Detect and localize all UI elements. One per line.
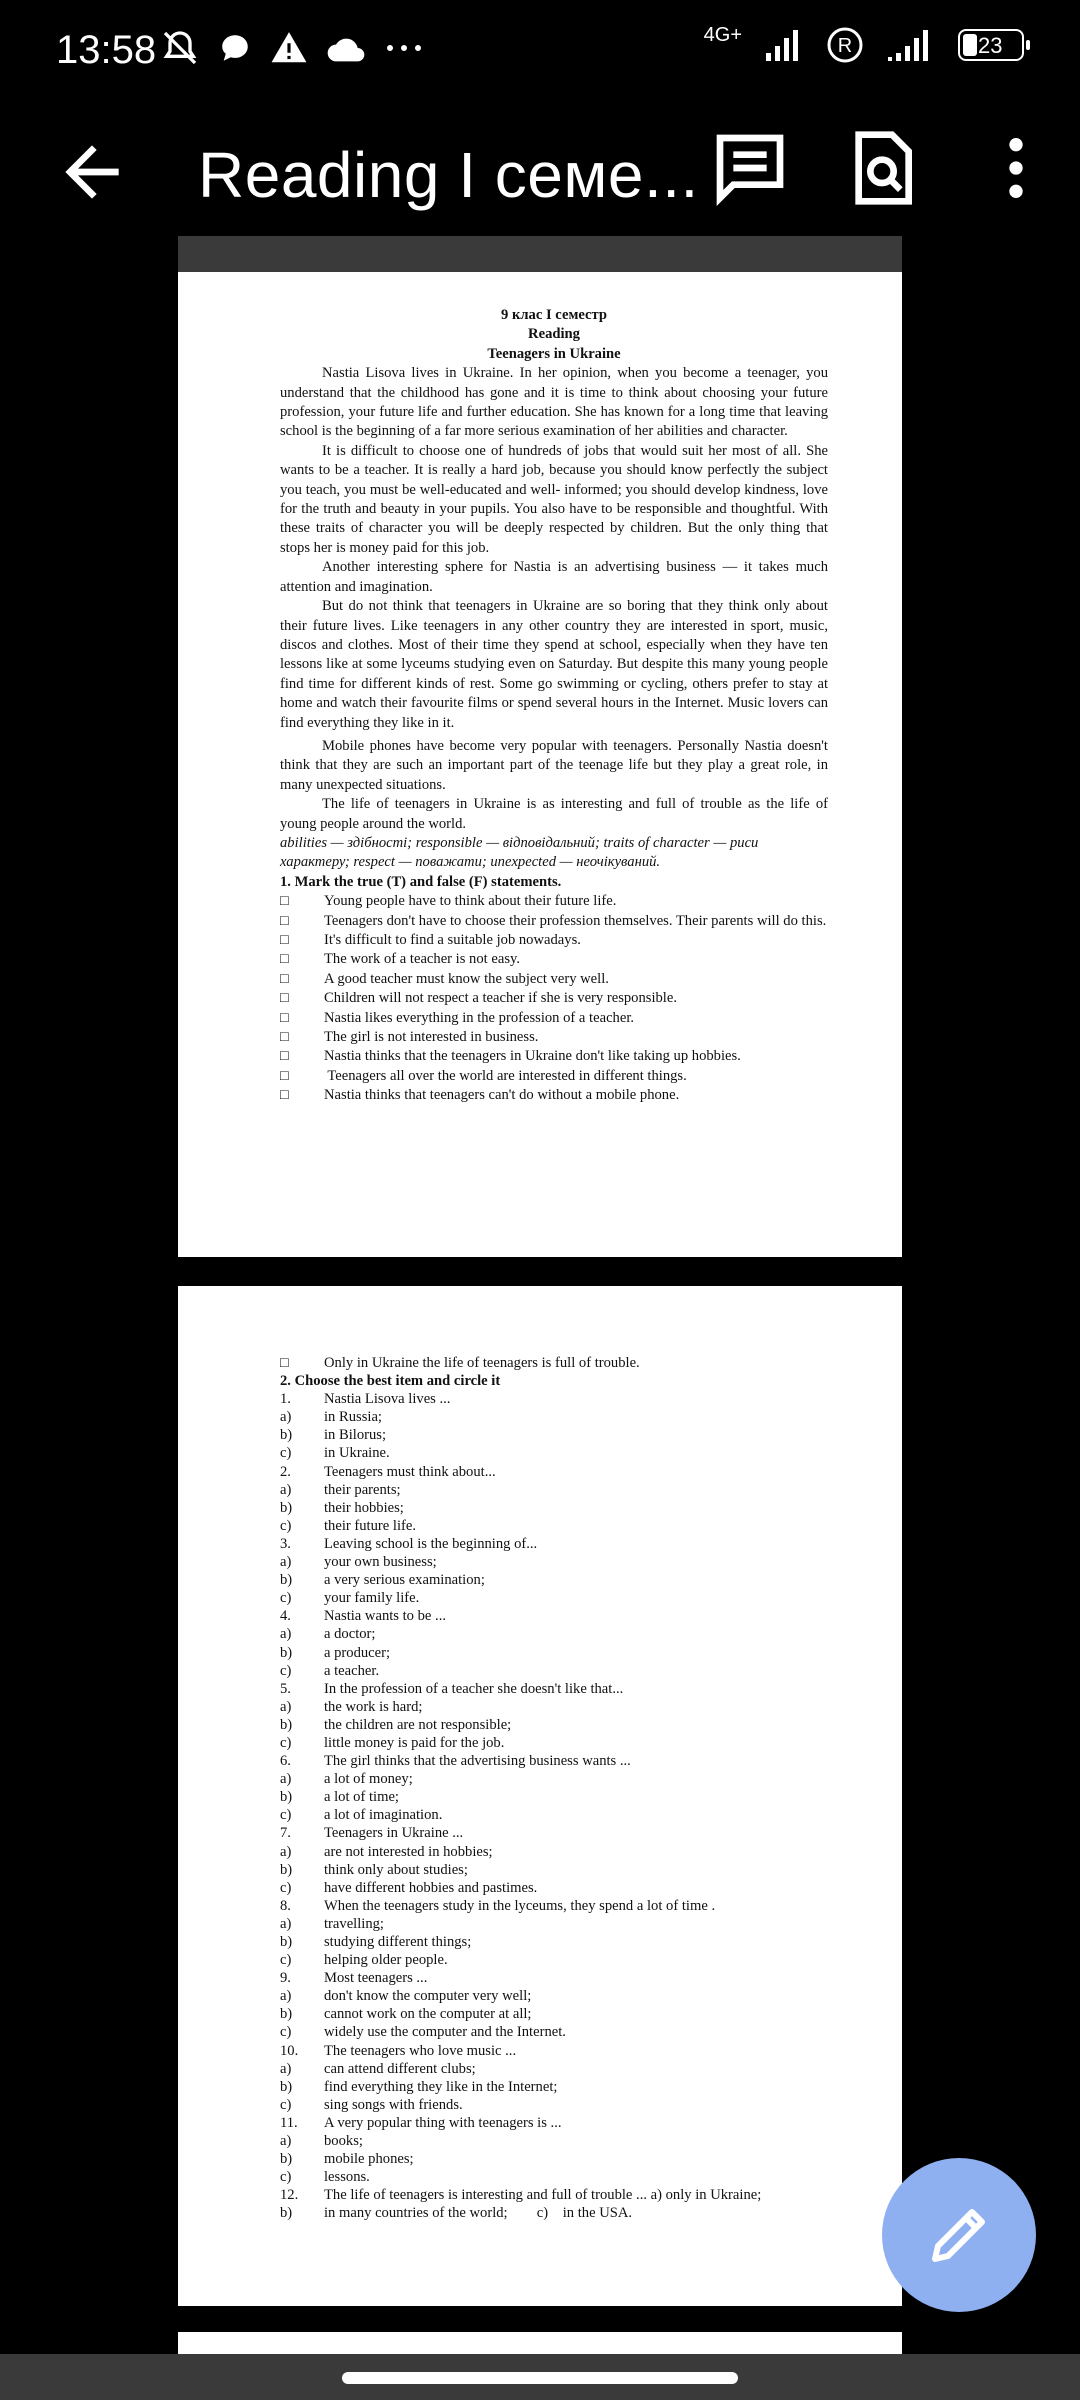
- statement-item: □ Children will not respect a teacher if she is very responsible.: [280, 989, 828, 1008]
- page-2-content: [280, 1354, 828, 2223]
- choice-line: [280, 1788, 828, 1806]
- home-gesture-handle[interactable]: [342, 2372, 738, 2384]
- status-bar: [0, 0, 1080, 100]
- choice-line: [280, 1463, 828, 1481]
- choice-line: [280, 1499, 828, 1517]
- choice-line: [280, 1571, 828, 1589]
- choice-text: in Russia;: [324, 1409, 382, 1426]
- choice-marker: 3.: [280, 1535, 291, 1552]
- choice-marker: 7.: [280, 1825, 291, 1842]
- choice-marker: c): [280, 1879, 292, 1896]
- choice-line: [280, 1535, 828, 1553]
- notification-icons: [160, 28, 424, 68]
- statement-item: □ It's difficult to find a suitable job nowadays.: [280, 931, 828, 950]
- back-arrow-icon[interactable]: [52, 132, 132, 212]
- choice-line: [280, 1481, 828, 1499]
- choice-text: Nastia Lisova lives ...: [324, 1391, 451, 1408]
- battery-icon: [958, 29, 1024, 61]
- page-top-strip: [178, 236, 902, 272]
- choice-line: [280, 1553, 828, 1571]
- choice-marker: a): [280, 1698, 292, 1715]
- choice-text: in Ukraine.: [324, 1445, 390, 1462]
- choice-text: can attend different clubs;: [324, 2060, 476, 2077]
- choice-marker: b): [280, 1572, 293, 1589]
- choice-line: [280, 1915, 828, 1933]
- choice-text: don't know the computer very well;: [324, 1988, 532, 2005]
- checkbox-icon[interactable]: □: [280, 1087, 289, 1104]
- heading-reading: Reading: [528, 326, 580, 343]
- chat-bubble-icon: [218, 31, 252, 65]
- choice-line: [280, 1680, 828, 1698]
- choice-line: [280, 1426, 828, 1444]
- choice-marker: a): [280, 2133, 292, 2150]
- app-toolbar: [0, 100, 1080, 250]
- choice-marker: c): [280, 1952, 292, 1969]
- choice-marker: a): [280, 1988, 292, 2005]
- choice-line: [280, 2096, 828, 2114]
- choice-marker: 2.: [280, 1463, 291, 1480]
- choice-line: [280, 1933, 828, 1951]
- checkbox-icon[interactable]: □: [280, 1029, 289, 1046]
- choice-marker: c): [280, 2096, 292, 2113]
- choice-line: [280, 1444, 828, 1462]
- choice-marker: b): [280, 2078, 293, 2095]
- choice-line: [280, 2204, 828, 2222]
- choice-text: a very serious examination;: [324, 1572, 485, 1589]
- choice-marker: a): [280, 1409, 292, 1426]
- choice-text: a producer;: [324, 1644, 391, 1661]
- choice-text: studying different things;: [324, 1934, 472, 1950]
- choice-text: the work is hard;: [324, 1698, 423, 1715]
- network-type-label: 4G+: [703, 23, 742, 46]
- choice-line: [280, 2078, 828, 2096]
- choice-text: their hobbies;: [324, 1499, 404, 1516]
- statement-item: □ A good teacher must know the subject very well.: [280, 970, 828, 989]
- document-page-1: [178, 272, 902, 1257]
- signal-2-icon: [886, 27, 936, 63]
- choice-line: [280, 1734, 828, 1752]
- choice-text: In the profession of a teacher she doesn't like that...: [324, 1680, 624, 1697]
- choice-marker: 10.: [280, 2042, 299, 2059]
- choice-text: helping older people.: [324, 1952, 448, 1969]
- heading-title: Teenagers in Ukraine: [487, 345, 621, 362]
- more-notifications-icon: [384, 38, 424, 58]
- choice-marker: b): [280, 1861, 293, 1878]
- choice-marker: c): [280, 2169, 292, 2186]
- choice-marker: c): [280, 1445, 292, 1462]
- paragraph: But do not think that teenagers in Ukraine are so boring that they think only about their future lives. Like teenagers in any other country they are interested in sport, music, discos and clothes. Most of their time they spend at school, especially when they have ten lessons like at some lyceums studying even on Saturday. But despite this many young people find time for different kinds of rest. Some go swimming or cycling, others prefer to stay at home and watch their favourite films or spend several hours in the Internet. Music lovers can find everything they like in it.: [280, 598, 828, 731]
- paragraph: Nastia Lisova lives in Ukraine. In her opinion, when you become a teenager, you understand that the childhood has gone and it is time to think about choosing your future profession, your future life and further education. She has known for a long time that leaving school is the beginning of a far more serious examination of her abilities and character.: [280, 365, 828, 440]
- checkbox-icon[interactable]: □: [280, 912, 289, 929]
- choice-text: your family life.: [324, 1590, 420, 1607]
- statement-item: □ The girl is not interested in business.: [280, 1028, 828, 1047]
- statement-item: □ Nastia thinks that the teenagers in Ukraine don't like taking up hobbies.: [280, 1047, 828, 1066]
- choice-text: your own business;: [324, 1554, 437, 1571]
- choice-line: [280, 1861, 828, 1879]
- choice-text: a lot of imagination.: [324, 1807, 443, 1824]
- choice-text: their future life.: [324, 1517, 416, 1534]
- find-in-document-icon[interactable]: [842, 128, 922, 208]
- choice-line: [280, 2042, 828, 2060]
- choice-line: [280, 1589, 828, 1607]
- choice-text: are not interested in hobbies;: [324, 1843, 493, 1860]
- document-title: Reading I семе...: [198, 139, 699, 211]
- choice-text: books;: [324, 2133, 363, 2150]
- checkbox-icon[interactable]: □: [280, 970, 289, 987]
- roaming-icon: [826, 26, 864, 64]
- choice-text: think only about studies;: [324, 1861, 468, 1878]
- choice-line: [280, 2114, 828, 2132]
- cloud-icon: [326, 31, 366, 65]
- choice-line: [280, 1969, 828, 1987]
- statement-item: □ Young people have to think about their future life.: [280, 892, 828, 911]
- system-icons: [703, 23, 1024, 64]
- choice-line: [280, 1698, 828, 1716]
- paragraph: It is difficult to choose one of hundreds of jobs that would suit her most of all. She wants to be a teacher. It is really a hard job, because you should know perfectly the subject you teach, you must be well-educated and well- informed; you should develop kindness, love for the truth and beauty in your pupils. You also have to be responsible and thoughtful. With these traits of character you will be deeply respected by children. But the only thing that stops her is money paid for this job.: [280, 442, 828, 556]
- choice-text: Nastia wants to be ...: [324, 1608, 446, 1625]
- choice-line: [280, 1824, 828, 1842]
- choice-marker: b): [280, 1789, 293, 1806]
- heading-grade: 9 клас I семестр: [501, 307, 607, 323]
- choice-line: [280, 1625, 828, 1643]
- choice-line: [280, 1987, 828, 2005]
- choice-text: have different hobbies and pastimes.: [324, 1879, 538, 1896]
- task-2-heading: 2. Choose the best item and circle it: [280, 1373, 501, 1390]
- choice-text: travelling;: [324, 1915, 384, 1932]
- checkbox-icon[interactable]: □: [280, 951, 289, 968]
- choice-marker: 6.: [280, 1753, 291, 1770]
- choice-marker: c): [280, 2024, 292, 2041]
- choice-line: [280, 2005, 828, 2023]
- choice-marker: b): [280, 1716, 293, 1733]
- choice-line: [280, 1770, 828, 1788]
- choice-line: [280, 1716, 828, 1734]
- document-page-2: [178, 1286, 902, 2306]
- choice-marker: 5.: [280, 1680, 291, 1697]
- choice-text: lessons.: [324, 2169, 370, 2186]
- choice-line: [280, 1390, 828, 1408]
- choice-text: Most teenagers ...: [324, 1970, 428, 1987]
- choice-marker: 1.: [280, 1391, 291, 1408]
- choice-marker: 8.: [280, 1897, 291, 1914]
- choice-text: widely use the computer and the Internet.: [324, 2024, 566, 2041]
- choice-marker: b): [280, 2205, 293, 2222]
- silent-bell-icon: [160, 28, 200, 68]
- signal-icon: [764, 27, 804, 63]
- choice-marker: b): [280, 1644, 293, 1661]
- choice-text: The life of teenagers is interesting and full of trouble ... a) only in Ukraine;: [324, 2187, 762, 2204]
- status-time: 13:58: [56, 28, 157, 72]
- choice-marker: 12.: [280, 2187, 299, 2204]
- choice-marker: c): [280, 1734, 292, 1751]
- choice-line: [280, 1897, 828, 1915]
- choice-marker: a): [280, 1915, 292, 1932]
- choice-marker: a): [280, 1481, 292, 1498]
- choice-line: [280, 1662, 828, 1680]
- paragraph: The life of teenagers in Ukraine is as interesting and full of trouble as the life of young people around the world.: [280, 796, 828, 832]
- choice-text: cannot work on the computer at all;: [324, 2006, 532, 2023]
- choice-line: [280, 2023, 828, 2041]
- choice-marker: c): [280, 1590, 292, 1607]
- battery-percent: 23: [978, 33, 1003, 58]
- choice-text: their parents;: [324, 1481, 401, 1498]
- page-1-content: [280, 306, 828, 1106]
- statement-item: □ Nastia likes everything in the profession of a teacher.: [280, 1009, 828, 1028]
- glossary: abilities — здібності; responsible — відповідальний; traits of character — риси характеру; respect — поважати; unexpected — неочікуваний.: [280, 834, 759, 871]
- choice-text: A very popular thing with teenagers is ...: [324, 2114, 562, 2131]
- choice-marker: c): [280, 1807, 292, 1824]
- choice-text: a lot of time;: [324, 1789, 399, 1806]
- choice-text: a lot of money;: [324, 1771, 413, 1788]
- paragraph: Another interesting sphere for Nastia is an advertising business — it takes much attention and imagination.: [280, 559, 828, 595]
- checkbox-icon[interactable]: □: [280, 932, 289, 948]
- choice-text: find everything they like in the Internet;: [324, 2078, 558, 2095]
- choice-text: sing songs with friends.: [324, 2096, 463, 2113]
- choice-marker: c): [280, 1662, 292, 1679]
- choice-line: [280, 2186, 828, 2204]
- statement-item: □ Only in Ukraine the life of teenagers is full of trouble.: [280, 1355, 640, 1371]
- choice-line: [280, 1843, 828, 1861]
- choice-text: The girl thinks that the advertising business wants ...: [324, 1753, 631, 1770]
- choice-line: [280, 2060, 828, 2078]
- choice-line: [280, 1408, 828, 1426]
- choice-text: The teenagers who love music ...: [324, 2042, 517, 2059]
- choice-line: [280, 1806, 828, 1824]
- choice-text: little money is paid for the job.: [324, 1734, 505, 1751]
- checkbox-icon[interactable]: □: [280, 1067, 289, 1084]
- checkbox-icon[interactable]: □: [280, 893, 289, 910]
- statement-item: □ Nastia thinks that teenagers can't do without a mobile phone.: [280, 1086, 828, 1105]
- choice-marker: 11.: [280, 2114, 298, 2131]
- choice-marker: b): [280, 2151, 293, 2168]
- svg-text:R: R: [837, 35, 853, 57]
- choice-marker: b): [280, 2006, 293, 2023]
- statement-item: □ Teenagers don't have to choose their profession themselves. Their parents will do this.: [280, 912, 828, 931]
- choice-text: Teenagers must think about...: [324, 1463, 496, 1480]
- task-1-heading: 1. Mark the true (T) and false (F) statements.: [280, 873, 562, 890]
- choice-line: [280, 2132, 828, 2150]
- statement-item: □ Teenagers all over the world are interested in different things.: [280, 1067, 828, 1086]
- choice-marker: a): [280, 1626, 292, 1643]
- paragraph: Mobile phones have become very popular with teenagers. Personally Nastia doesn't think that they are such an important part of the teenage life but they play a great role, in many unexpected situations.: [280, 737, 828, 793]
- choices-list: [280, 1390, 828, 2222]
- pencil-icon: [882, 2158, 1036, 2312]
- choice-text: a teacher.: [324, 1662, 380, 1679]
- choice-marker: a): [280, 2060, 292, 2077]
- choice-marker: a): [280, 1771, 292, 1788]
- statements-list: [280, 892, 828, 1105]
- choice-text: Leaving school is the beginning of...: [324, 1535, 538, 1552]
- checkbox-icon[interactable]: □: [280, 1355, 289, 1371]
- choice-marker: a): [280, 1554, 292, 1571]
- choice-text: the children are not responsible;: [324, 1716, 512, 1733]
- choice-line: [280, 1607, 828, 1625]
- choice-marker: b): [280, 1499, 293, 1516]
- choice-line: [280, 2150, 828, 2168]
- choice-marker: a): [280, 1843, 292, 1860]
- choice-marker: 4.: [280, 1608, 291, 1625]
- checkbox-icon[interactable]: □: [280, 990, 289, 1007]
- edit-fab[interactable]: [882, 2158, 1036, 2312]
- battery-level: [963, 34, 977, 56]
- warning-icon: [270, 29, 308, 67]
- statement-item: □ The work of a teacher is not easy.: [280, 950, 828, 969]
- choice-marker: b): [280, 1427, 293, 1444]
- choice-line: [280, 2168, 828, 2186]
- comments-icon[interactable]: [710, 128, 790, 208]
- more-options-icon[interactable]: [976, 128, 1056, 208]
- choice-marker: 9.: [280, 1970, 291, 1987]
- choice-line: [280, 1517, 828, 1535]
- choice-line: [280, 1752, 828, 1770]
- choice-text: in many countries of the world; c) in the USA.: [324, 2205, 633, 2222]
- choice-text: mobile phones;: [324, 2151, 414, 2168]
- choice-text: in Bilorus;: [324, 1427, 387, 1444]
- choice-text: When the teenagers study in the lyceums, they spend a lot of time .: [324, 1897, 716, 1914]
- choice-text: a doctor;: [324, 1626, 376, 1643]
- choice-text: Teenagers in Ukraine ...: [324, 1825, 464, 1842]
- choice-marker: c): [280, 1517, 292, 1534]
- checkbox-icon[interactable]: □: [280, 1009, 289, 1026]
- choice-line: [280, 1879, 828, 1897]
- checkbox-icon[interactable]: □: [280, 1048, 289, 1065]
- choice-line: [280, 1644, 828, 1662]
- choice-marker: b): [280, 1934, 293, 1950]
- choice-line: [280, 1951, 828, 1969]
